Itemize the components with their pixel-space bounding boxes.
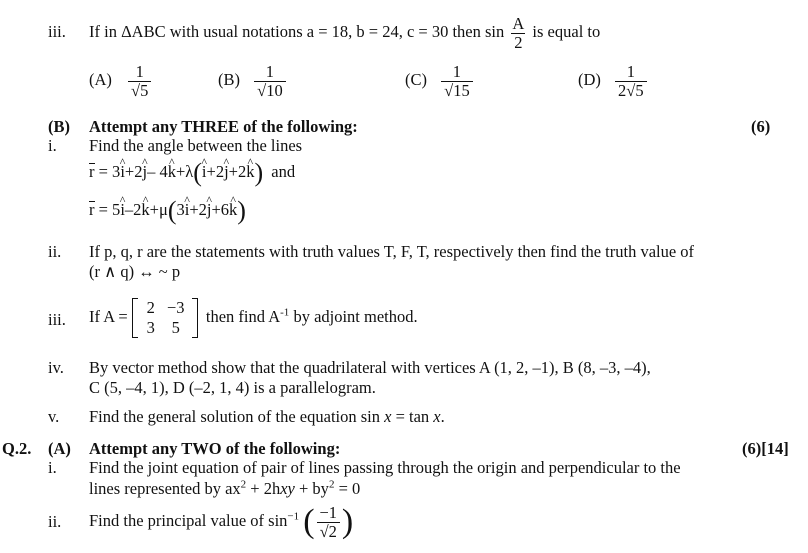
option-b-denominator: √10: [254, 81, 286, 100]
option-b-label: (B): [218, 70, 240, 89]
fraction-numerator: −1: [319, 502, 338, 522]
line-2-equation: r = 5i ^–2k ^+μ(3i ^+2j ^+6k ^): [89, 200, 246, 221]
q2-number: Q.2.: [2, 439, 32, 458]
q2-heading: Attempt any TWO of the following:: [89, 439, 341, 458]
matrix-right-bracket: [192, 298, 198, 338]
b-ii-line1: If p, q, r are the statements with truth values T, F, T, respectively then find the truth value of: [89, 242, 695, 261]
option-b-radicand: 10: [266, 80, 283, 100]
b-i-number: i.: [48, 136, 57, 155]
q2-i-xy: xy: [280, 479, 295, 498]
option-c: [405, 60, 475, 100]
section-b-label: (B): [48, 117, 70, 136]
q2-i-number: i.: [48, 458, 57, 477]
a-over-2-fraction: [510, 15, 526, 52]
b-i-and: and: [271, 162, 296, 181]
b-iv-line1: By vector method show that the quadrilateral with vertices A (1, 2, –1), B (8, –3, –4),: [89, 358, 651, 377]
inverse-superscript: -1: [280, 306, 290, 319]
fraction-numerator: A: [512, 13, 525, 33]
section-b-marks: (6): [751, 117, 771, 136]
q2-ii-question: [89, 498, 353, 544]
q2-label: (A): [48, 439, 71, 458]
r-vector: r: [89, 162, 95, 181]
option-a-denominator: √5: [128, 81, 151, 100]
b-iii-post-a: then find A: [205, 307, 281, 326]
q2-i-mid2: + by: [294, 479, 329, 498]
neg-one-over-root-two: [317, 504, 340, 541]
q2-i-end: = 0: [334, 479, 361, 498]
line-1-equation: r = 3i ^+2j ^– 4k ^+λ(i ^+2j ^+2k ^) and: [89, 162, 295, 183]
fraction-denominator: √2: [317, 522, 340, 541]
b-iv-line2: C (5, –4, 1), D (–2, 1, 4) is a parallelogram.: [89, 378, 376, 397]
q1-iii-question: [89, 12, 600, 52]
option-a-fraction: [128, 63, 151, 100]
q2-i-mid: + 2h: [246, 479, 281, 498]
b-v-mid: = tan: [391, 407, 434, 426]
q1-iii-number: iii.: [48, 22, 66, 41]
q2-ii-pre: Find the principal value of sin: [89, 511, 288, 530]
matrix-cell: 2: [146, 298, 155, 318]
option-c-denominator: √15: [441, 81, 473, 100]
b-iii-question: [89, 294, 418, 340]
b-ii-number: ii.: [48, 242, 62, 261]
matrix-cell: −3: [166, 298, 185, 318]
matrix-a: [132, 298, 198, 338]
option-d: [578, 60, 649, 100]
q2-ii-number: ii.: [48, 512, 62, 531]
b-v-pre: Find the general solution of the equation sin: [89, 407, 385, 426]
b-iii-pre: If A =: [89, 307, 128, 326]
b-iv-number: iv.: [48, 358, 64, 377]
option-c-radicand: 15: [453, 80, 470, 100]
b-v-var2: x: [433, 407, 441, 426]
matrix-cell: 3: [146, 318, 155, 338]
square-superscript: 2: [240, 478, 247, 491]
q1-iii-text-pre: If in ΔABC with usual notations a = 18, b = 24, c = 30 then sin: [89, 22, 505, 41]
radicand: 2: [328, 521, 337, 541]
q2-marks: (6)[14]: [742, 439, 789, 458]
option-d-label: (D): [578, 70, 601, 89]
q1-iii-text-post: is equal to: [532, 22, 601, 41]
option-d-denominator: 2√5: [615, 81, 647, 100]
b-v-var1: x: [384, 407, 392, 426]
option-b-fraction: [254, 63, 286, 100]
matrix-cell: 5: [171, 318, 180, 338]
option-a-label: (A): [89, 70, 112, 89]
left-paren: (: [303, 503, 315, 541]
option-b: [218, 60, 288, 100]
b-v-end: .: [440, 407, 445, 426]
q2-i-line2: [89, 479, 360, 499]
option-d-fraction: [615, 63, 647, 100]
option-a: [89, 60, 153, 100]
option-a-numerator: 1: [135, 61, 144, 81]
option-d-numerator: 1: [626, 61, 635, 81]
b-v-text: [89, 407, 445, 427]
q2-i-line1: Find the joint equation of pair of lines passing through the origin and perpendicular to the: [89, 458, 681, 477]
matrix-body: [138, 298, 192, 338]
square-superscript-2: 2: [328, 478, 335, 491]
inverse-sine-superscript: −1: [287, 510, 300, 523]
option-b-numerator: 1: [265, 61, 275, 81]
option-c-fraction: [441, 63, 473, 100]
option-d-radicand: 5: [635, 80, 644, 100]
q2-i-line2-pre: lines represented by ax: [89, 479, 241, 498]
option-d-coefficient: 2: [618, 80, 627, 100]
b-ii-line2: (r ∧ q) ↔ ~ p: [89, 262, 181, 281]
right-paren: ): [341, 503, 354, 541]
option-a-radicand: 5: [140, 80, 149, 100]
b-i-text: Find the angle between the lines: [89, 136, 303, 155]
section-b-heading: Attempt any THREE of the following:: [89, 117, 358, 136]
r-vector-2: r: [89, 200, 95, 219]
b-iii-post-b: by adjoint method.: [289, 307, 418, 326]
fraction-denominator: 2: [511, 33, 525, 52]
b-iii-number: iii.: [48, 310, 66, 329]
b-v-number: v.: [48, 407, 60, 426]
option-c-label: (C): [405, 70, 427, 89]
option-c-numerator: 1: [452, 61, 462, 81]
